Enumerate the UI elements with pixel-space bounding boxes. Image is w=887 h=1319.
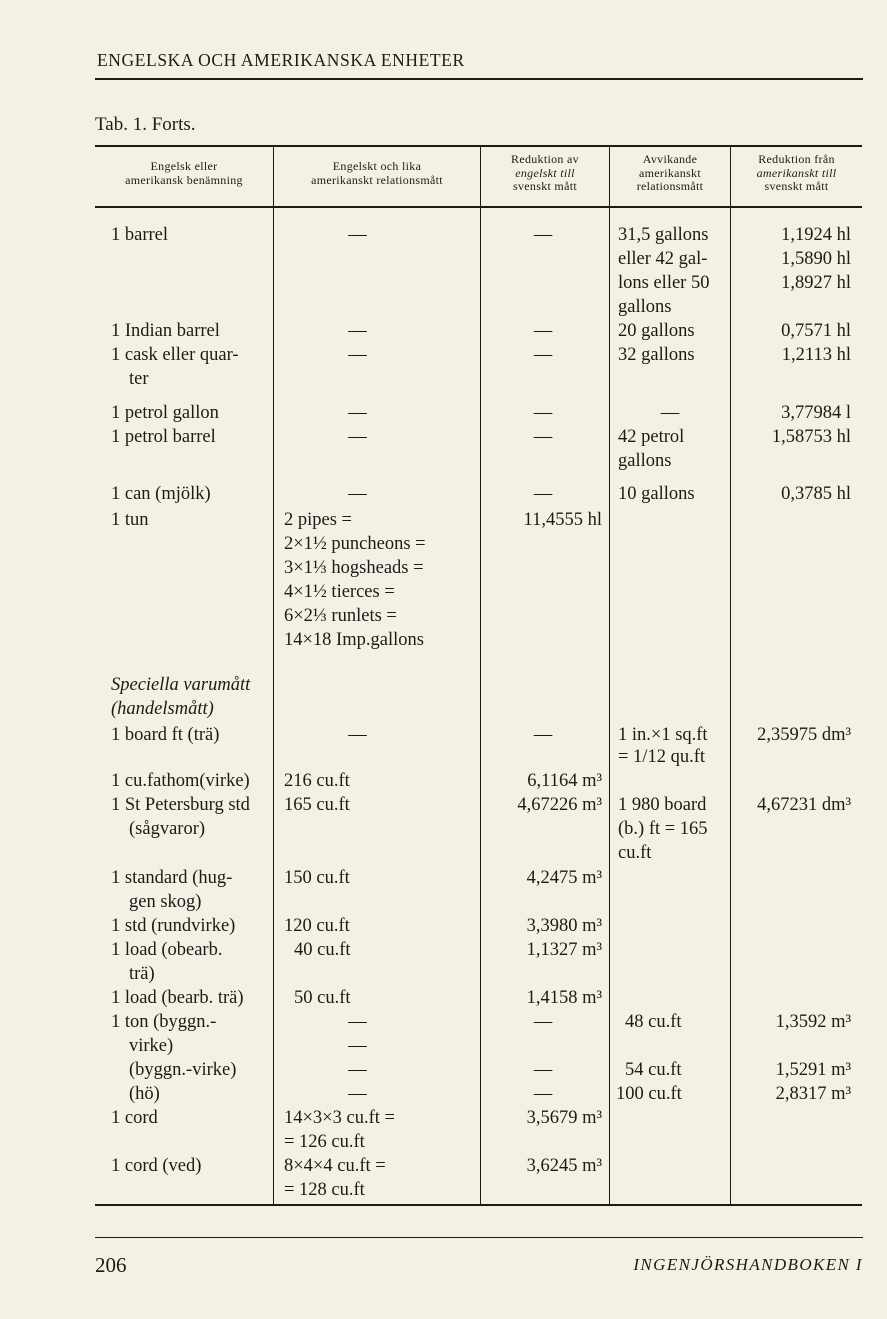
column-header-american-relation: Avvikande amerikanskt relationsmått: [636, 152, 704, 193]
unit-name: 1 cask eller quar-: [111, 345, 239, 365]
american-reduction: 1,5890 hl: [781, 249, 851, 269]
relation-value: 150 cu.ft: [284, 868, 350, 888]
american-reduction: 1,3592 m³: [775, 1012, 851, 1032]
american-reduction: 1,1924 hl: [781, 225, 851, 245]
relation-value: —: [348, 225, 367, 245]
american-reduction: 1,58753 hl: [771, 427, 851, 447]
american-relation: gallons: [618, 451, 672, 471]
unit-name: 1 load (bearb. trä): [111, 988, 244, 1008]
unit-name: gen skog): [129, 892, 202, 912]
american-reduction: 0,3785 hl: [781, 484, 851, 504]
column-header-reduction-english: Reduktion av engelskt till svenskt mått: [511, 152, 579, 193]
unit-name: 1 board ft (trä): [111, 725, 220, 745]
unit-name: 1 St Petersburg std: [111, 795, 250, 815]
reduction-value: —: [533, 403, 553, 423]
column-divider: [609, 145, 610, 1206]
reduction-value: 6,1164 m³: [527, 771, 602, 791]
relation-value: 216 cu.ft: [284, 771, 350, 791]
american-relation: 20 gallons: [618, 321, 695, 341]
relation-value: —: [348, 725, 367, 745]
relation-value: —: [348, 403, 367, 423]
unit-name: virke): [129, 1036, 174, 1056]
reduction-value: —: [533, 321, 553, 341]
unit-name: 1 cord (ved): [111, 1156, 202, 1176]
american-relation: (b.) ft = 165: [618, 819, 708, 839]
american-reduction: 4,67231 dm³: [757, 795, 851, 815]
unit-name: 1 ton (byggn.-: [111, 1012, 217, 1032]
american-reduction: 1,2113 hl: [781, 345, 851, 365]
unit-name: 1 barrel: [111, 225, 169, 245]
page-number: 206: [95, 1253, 127, 1277]
american-relation: = 1/12 qu.ft: [618, 747, 705, 767]
relation-value: 14×3×3 cu.ft =: [284, 1108, 395, 1128]
unit-name: (byggn.-virke): [129, 1060, 237, 1080]
table-caption: Tab. 1. Forts.: [95, 114, 196, 135]
relation-value: —: [348, 427, 367, 447]
relation-value: 6×2⅓ runlets =: [284, 606, 397, 626]
reduction-value: 3,5679 m³: [526, 1108, 602, 1128]
relation-value: —: [348, 321, 367, 341]
reduction-value: 3,3980 m³: [526, 916, 602, 936]
footer-rule: [95, 1237, 863, 1238]
column-header-relation: Engelskt och lika amerikanskt relationsmått: [311, 159, 443, 187]
american-relation: 31,5 gallons: [618, 225, 709, 245]
units-table: [95, 145, 862, 1207]
section-heading: Speciella varumått: [111, 675, 251, 695]
relation-value: 8×4×4 cu.ft =: [284, 1156, 386, 1176]
unit-name: trä): [129, 964, 155, 984]
relation-value: = 126 cu.ft: [284, 1132, 365, 1152]
unit-name: 1 cord: [111, 1108, 158, 1128]
unit-name: 1 petrol barrel: [111, 427, 216, 447]
relation-value: 3×1⅓ hogsheads =: [284, 558, 424, 578]
unit-name: 1 standard (hug-: [111, 868, 233, 888]
column-divider: [730, 145, 731, 1206]
reduction-value: 3,6245 m³: [526, 1156, 602, 1176]
reduction-value: —: [533, 1012, 553, 1032]
book-title: INGENJÖRSHANDBOKEN I: [633, 1255, 863, 1274]
reduction-value: —: [533, 427, 553, 447]
american-relation: —: [660, 403, 680, 423]
reduction-value: —: [533, 225, 553, 245]
american-reduction: 0,7571 hl: [781, 321, 851, 341]
column-divider: [273, 145, 274, 1206]
american-relation: 54 cu.ft: [625, 1060, 682, 1080]
american-relation: 1 in.×1 sq.ft: [618, 725, 708, 745]
relation-value: 50 cu.ft: [294, 988, 351, 1008]
relation-value: 165 cu.ft: [284, 795, 350, 815]
unit-name: ter: [129, 369, 149, 389]
relation-value: —: [348, 484, 367, 504]
relation-value: 120 cu.ft: [284, 916, 350, 936]
american-relation: 42 petrol: [618, 427, 685, 447]
relation-value: —: [348, 1036, 367, 1056]
table-top-rule: [95, 145, 862, 147]
relation-value: 2 pipes =: [284, 510, 352, 530]
american-relation: lons eller 50: [618, 273, 710, 293]
column-header-reduction-american: Reduktion från amerikanskt till svenskt mått: [756, 152, 837, 193]
unit-name: (hö): [129, 1084, 160, 1104]
reduction-value: 4,67226 m³: [517, 795, 602, 815]
american-reduction: 2,8317 m³: [775, 1084, 851, 1104]
american-reduction: 3,77984 l: [781, 403, 851, 423]
unit-name: 1 load (obearb.: [111, 940, 223, 960]
unit-name: 1 std (rundvirke): [111, 916, 236, 936]
american-relation: 100 cu.ft: [616, 1084, 682, 1104]
american-relation: 32 gallons: [618, 345, 695, 365]
american-relation: eller 42 gal-: [618, 249, 708, 269]
unit-name: 1 can (mjölk): [111, 484, 211, 504]
american-relation: cu.ft: [618, 843, 652, 863]
american-relation: gallons: [618, 297, 672, 317]
relation-value: 4×1½ tierces =: [284, 582, 395, 602]
american-reduction: 2,35975 dm³: [757, 725, 851, 745]
relation-value: —: [348, 1060, 367, 1080]
unit-name: 1 cu.fathom(virke): [111, 771, 250, 791]
american-relation: 48 cu.ft: [625, 1012, 682, 1032]
american-reduction: 1,5291 m³: [775, 1060, 851, 1080]
reduction-value: 4,2475 m³: [526, 868, 602, 888]
american-relation: 10 gallons: [618, 484, 695, 504]
column-header-name: Engelsk eller amerikansk benämning: [125, 159, 243, 187]
unit-name: 1 petrol gallon: [111, 403, 219, 423]
running-header: ENGELSKA OCH AMERIKANSKA ENHETER: [97, 50, 465, 70]
american-reduction: 1,8927 hl: [781, 273, 851, 293]
american-relation: 1 980 board: [618, 795, 707, 815]
relation-value: 14×18 Imp.gallons: [284, 630, 424, 650]
unit-name: 1 tun: [111, 510, 149, 530]
header-bottom-rule: [95, 206, 862, 208]
reduction-value: 1,1327 m³: [526, 940, 602, 960]
reduction-value: —: [533, 484, 553, 504]
column-divider: [480, 145, 481, 1206]
relation-value: —: [348, 1084, 367, 1104]
reduction-value: —: [533, 1084, 553, 1104]
table-bottom-rule: [95, 1204, 862, 1206]
relation-value: = 128 cu.ft: [284, 1180, 365, 1200]
unit-name: (sågvaror): [129, 819, 206, 839]
relation-value: 40 cu.ft: [294, 940, 351, 960]
relation-value: —: [348, 1012, 367, 1032]
header-rule: [95, 78, 863, 80]
reduction-value: 11,4555 hl: [523, 510, 602, 530]
relation-value: —: [348, 345, 367, 365]
reduction-value: —: [533, 725, 553, 745]
relation-value: 2×1½ puncheons =: [284, 534, 426, 554]
reduction-value: —: [533, 345, 553, 365]
reduction-value: —: [533, 1060, 553, 1080]
reduction-value: 1,4158 m³: [526, 988, 602, 1008]
unit-name: 1 Indian barrel: [111, 321, 220, 341]
section-heading: (handelsmått): [111, 699, 214, 719]
